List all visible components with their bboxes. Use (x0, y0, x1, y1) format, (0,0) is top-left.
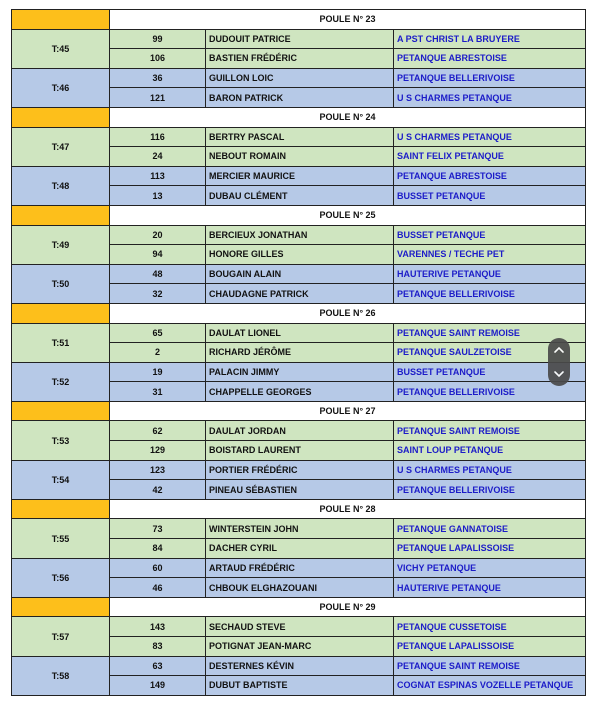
poule-header-row (12, 205, 586, 225)
player-name: PALACIN JIMMY (206, 362, 394, 382)
poule-title: POULE N° 26 (110, 303, 586, 323)
terrain-cell: T:55 (12, 519, 110, 558)
player-club: PETANQUE ABRESTOISE (394, 49, 586, 69)
player-name: SECHAUD STEVE (206, 617, 394, 637)
poule-table-body (12, 10, 586, 696)
player-club: PETANQUE SAULZETOISE (394, 343, 586, 363)
player-number: 65 (110, 323, 206, 343)
player-name: POTIGNAT JEAN-MARC (206, 637, 394, 657)
player-club: HAUTERIVE PETANQUE (394, 264, 586, 284)
player-number: 84 (110, 539, 206, 559)
player-club: PETANQUE BELLERIVOISE (394, 382, 586, 402)
player-club: SAINT FELIX PETANQUE (394, 147, 586, 167)
player-number: 62 (110, 421, 206, 441)
player-club: PETANQUE SAINT REMOISE (394, 421, 586, 441)
player-number: 94 (110, 245, 206, 265)
player-club: PETANQUE ABRESTOISE (394, 166, 586, 186)
player-row (12, 166, 586, 186)
player-row (12, 264, 586, 284)
player-name: HONORE GILLES (206, 245, 394, 265)
terrain-cell: T:45 (12, 29, 110, 68)
terrain-cell: T:52 (12, 362, 110, 401)
player-club: U S CHARMES PETANQUE (394, 460, 586, 480)
poule-header-row (12, 107, 586, 127)
player-club: PETANQUE SAINT REMOISE (394, 656, 586, 676)
player-name: BERTRY PASCAL (206, 127, 394, 147)
player-club: BUSSET PETANQUE (394, 362, 586, 382)
player-club: PETANQUE LAPALISSOISE (394, 637, 586, 657)
terrain-cell: T:46 (12, 68, 110, 107)
player-club: PETANQUE LAPALISSOISE (394, 539, 586, 559)
player-number: 24 (110, 147, 206, 167)
terrain-cell: T:48 (12, 166, 110, 205)
poule-marker-cell (12, 597, 110, 617)
player-number: 99 (110, 29, 206, 49)
player-name: DACHER CYRIL (206, 539, 394, 559)
player-name: DESTERNES KÉVIN (206, 656, 394, 676)
player-club: PETANQUE SAINT REMOISE (394, 323, 586, 343)
poule-schedule-sheet (11, 9, 585, 696)
player-number: 42 (110, 480, 206, 500)
player-club: PETANQUE BELLERIVOISE (394, 68, 586, 88)
player-row (12, 617, 586, 637)
player-number: 123 (110, 460, 206, 480)
scroll-up-button[interactable] (548, 338, 570, 362)
poule-table (11, 9, 586, 696)
player-number: 19 (110, 362, 206, 382)
player-club: COGNAT ESPINAS VOZELLE PETANQUE (394, 676, 586, 696)
player-number: 2 (110, 343, 206, 363)
player-row (12, 362, 586, 382)
player-row (12, 68, 586, 88)
player-name: BARON PATRICK (206, 88, 394, 108)
chevron-down-icon (553, 368, 565, 380)
player-number: 48 (110, 264, 206, 284)
player-club: U S CHARMES PETANQUE (394, 88, 586, 108)
player-row (12, 29, 586, 49)
player-number: 143 (110, 617, 206, 637)
player-row (12, 323, 586, 343)
player-club: HAUTERIVE PETANQUE (394, 578, 586, 598)
poule-marker-cell (12, 107, 110, 127)
player-number: 46 (110, 578, 206, 598)
player-number: 121 (110, 88, 206, 108)
terrain-cell: T:47 (12, 127, 110, 166)
player-number: 20 (110, 225, 206, 245)
poule-title: POULE N° 25 (110, 205, 586, 225)
terrain-cell: T:49 (12, 225, 110, 264)
poule-header-row (12, 597, 586, 617)
player-number: 149 (110, 676, 206, 696)
terrain-cell: T:54 (12, 460, 110, 499)
player-name: PINEAU SÉBASTIEN (206, 480, 394, 500)
player-club: PETANQUE CUSSETOISE (394, 617, 586, 637)
player-club: PETANQUE BELLERIVOISE (394, 480, 586, 500)
poule-marker-cell (12, 10, 110, 30)
player-club: PETANQUE BELLERIVOISE (394, 284, 586, 304)
player-name: DAULAT LIONEL (206, 323, 394, 343)
poule-title: POULE N° 27 (110, 401, 586, 421)
player-name: CHBOUK ELGHAZOUANI (206, 578, 394, 598)
chevron-up-icon (553, 344, 565, 356)
poule-header-row (12, 499, 586, 519)
player-name: DUBAU CLÉMENT (206, 186, 394, 206)
player-number: 63 (110, 656, 206, 676)
player-row (12, 421, 586, 441)
scroll-control (548, 338, 570, 386)
player-name: ARTAUD FRÉDÉRIC (206, 558, 394, 578)
player-name: PORTIER FRÉDÉRIC (206, 460, 394, 480)
player-name: BERCIEUX JONATHAN (206, 225, 394, 245)
poule-marker-cell (12, 499, 110, 519)
player-club: SAINT LOUP PETANQUE (394, 441, 586, 461)
player-club: A PST CHRIST LA BRUYERE (394, 29, 586, 49)
player-number: 73 (110, 519, 206, 539)
player-name: GUILLON LOIC (206, 68, 394, 88)
terrain-cell: T:50 (12, 264, 110, 303)
player-row (12, 519, 586, 539)
player-number: 129 (110, 441, 206, 461)
player-number: 60 (110, 558, 206, 578)
player-row (12, 127, 586, 147)
player-row (12, 558, 586, 578)
player-name: DAULAT JORDAN (206, 421, 394, 441)
player-name: CHAUDAGNE PATRICK (206, 284, 394, 304)
player-row (12, 225, 586, 245)
player-name: WINTERSTEIN JOHN (206, 519, 394, 539)
poule-title: POULE N° 23 (110, 10, 586, 30)
player-name: BOISTARD LAURENT (206, 441, 394, 461)
terrain-cell: T:56 (12, 558, 110, 597)
terrain-cell: T:58 (12, 656, 110, 695)
terrain-cell: T:57 (12, 617, 110, 656)
player-name: RICHARD JÉRÔME (206, 343, 394, 363)
player-club: VICHY PETANQUE (394, 558, 586, 578)
poule-marker-cell (12, 205, 110, 225)
player-name: BOUGAIN ALAIN (206, 264, 394, 284)
player-name: MERCIER MAURICE (206, 166, 394, 186)
player-club: PETANQUE GANNATOISE (394, 519, 586, 539)
poule-marker-cell (12, 303, 110, 323)
player-name: DUDOUIT PATRICE (206, 29, 394, 49)
player-club: BUSSET PETANQUE (394, 186, 586, 206)
player-number: 32 (110, 284, 206, 304)
player-club: BUSSET PETANQUE (394, 225, 586, 245)
player-name: NEBOUT ROMAIN (206, 147, 394, 167)
player-name: CHAPPELLE GEORGES (206, 382, 394, 402)
player-club: U S CHARMES PETANQUE (394, 127, 586, 147)
player-number: 106 (110, 49, 206, 69)
poule-title: POULE N° 24 (110, 107, 586, 127)
player-number: 36 (110, 68, 206, 88)
scroll-down-button[interactable] (548, 362, 570, 386)
player-number: 31 (110, 382, 206, 402)
player-number: 113 (110, 166, 206, 186)
player-name: BASTIEN FRÉDÉRIC (206, 49, 394, 69)
poule-header-row (12, 303, 586, 323)
poule-title: POULE N° 29 (110, 597, 586, 617)
terrain-cell: T:53 (12, 421, 110, 460)
player-row (12, 656, 586, 676)
poule-marker-cell (12, 401, 110, 421)
player-number: 13 (110, 186, 206, 206)
player-number: 83 (110, 637, 206, 657)
poule-header-row (12, 401, 586, 421)
player-club: VARENNES / TECHE PET (394, 245, 586, 265)
player-row (12, 460, 586, 480)
player-number: 116 (110, 127, 206, 147)
player-name: DUBUT BAPTISTE (206, 676, 394, 696)
poule-title: POULE N° 28 (110, 499, 586, 519)
terrain-cell: T:51 (12, 323, 110, 362)
poule-header-row (12, 10, 586, 30)
